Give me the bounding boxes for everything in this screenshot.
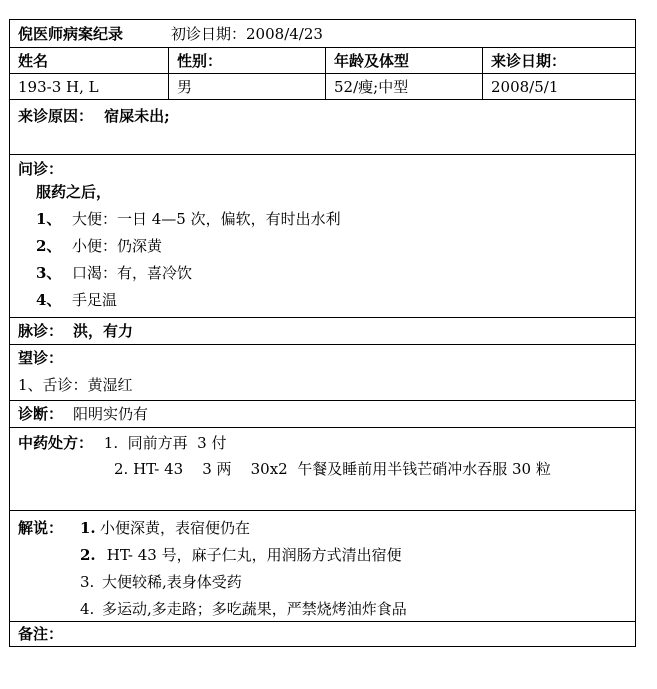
pulse-value: 洪，有力 <box>73 322 134 340</box>
info-value-row <box>10 74 635 100</box>
inquiry-item: 3、 口渴：有，喜冷饮 <box>36 263 193 282</box>
info-header-row <box>10 48 635 74</box>
reason-row <box>10 100 635 155</box>
reason-label: 来诊原因： <box>18 107 94 125</box>
diagnosis-row <box>10 401 635 428</box>
explain-item: 2. HT- 43 号，麻子仁丸，用润肠方式清出宿便 <box>80 545 402 564</box>
reason-value: 宿屎未出; <box>104 107 170 125</box>
inquiry-item: 4、 手足温 <box>36 290 118 309</box>
explain-row <box>10 511 635 622</box>
visit-date-header: 来诊日期： <box>491 51 567 70</box>
age-build-header: 年龄及体型 <box>326 48 483 73</box>
remarks-row <box>10 622 635 646</box>
record-title: 倪医师病案纪录 <box>18 24 124 43</box>
explain-item: 3. 大便较稀,表身体受药 <box>80 572 242 591</box>
remarks-label: 备注： <box>18 625 64 643</box>
inquiry-label: 问诊： <box>18 160 64 178</box>
explain-item: 解说： 1. 小便深黄，表宿便仍在 <box>18 518 251 537</box>
name-header: 姓名 <box>10 48 169 73</box>
diagnosis-value: 阳明实仍有 <box>73 405 149 423</box>
prescription-line-1: 1. 同前方再 3 付 <box>103 434 227 452</box>
explain-item: 4. 多运动,多走路；多吃蔬果，严禁烧烤油炸食品 <box>80 599 407 618</box>
prescription-label: 中药处方： <box>18 434 94 452</box>
first-visit-date: 初诊日期：2008/4/23 <box>171 24 323 43</box>
prescription-line-2: 2. HT- 43 3 两 30x2 午餐及睡前用半钱芒硝冲水吞服 30 粒 <box>114 460 551 478</box>
diagnosis-label: 诊断： <box>18 405 64 423</box>
pulse-label: 脉诊： <box>18 322 64 340</box>
explain-label: 解说： <box>18 518 64 537</box>
name-value: 193-3 H, L <box>10 74 169 99</box>
observe-row <box>10 345 635 401</box>
prescription-row <box>10 428 635 511</box>
observe-label: 望诊： <box>18 349 64 367</box>
observe-item: 1、舌诊：黄湿红 <box>18 376 133 394</box>
inquiry-intro: 服药之后， <box>36 182 112 201</box>
gender-value: 男 <box>169 74 326 99</box>
gender-header: 性别： <box>169 48 326 73</box>
pulse-row <box>10 318 635 345</box>
title-row <box>10 20 635 48</box>
age-build-value: 52/瘦;中型 <box>326 74 483 99</box>
visit-date-value: 2008/5/1 <box>491 77 559 96</box>
case-record-table <box>9 19 636 647</box>
inquiry-item: 2、 小便：仍深黄 <box>36 236 163 255</box>
inquiry-item: 1、 大便：一日 4—5 次，偏软，有时出水利 <box>36 209 341 228</box>
inquiry-row <box>10 155 635 318</box>
